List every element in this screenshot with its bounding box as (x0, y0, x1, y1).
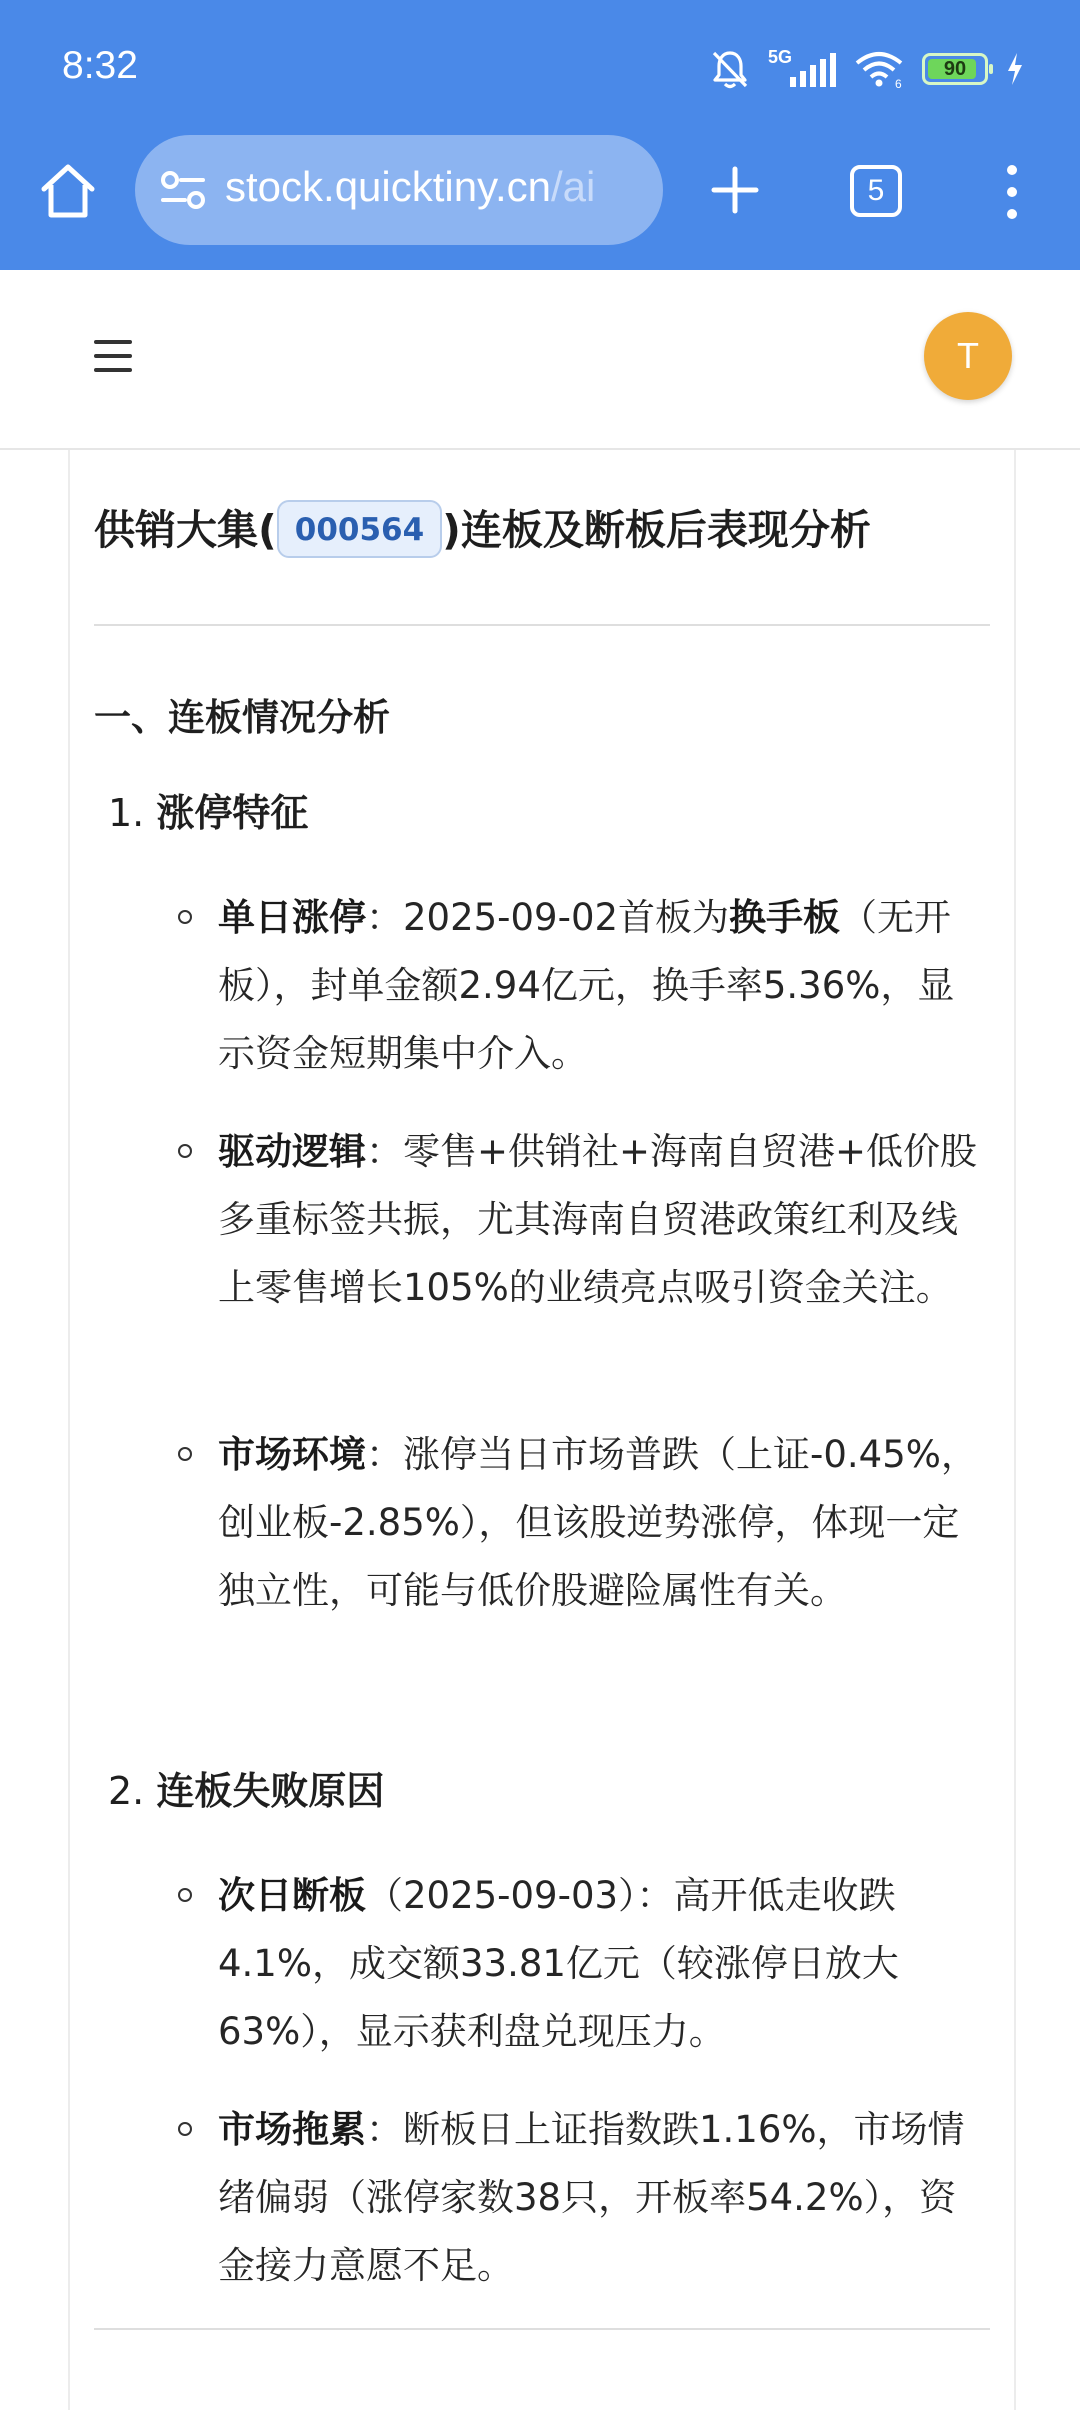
section-heading: 一、连板情况分析 (94, 696, 390, 739)
bullet-text (218, 2096, 978, 2300)
status-bar (0, 0, 1080, 135)
svg-text:6: 6 (895, 77, 902, 89)
list-heading: 连板失败原因 (156, 1769, 385, 1813)
url-host: stock.quicktiny.cn (225, 163, 552, 210)
bullet-icon (178, 2122, 192, 2136)
wifi-icon (854, 49, 904, 89)
cellular-signal-icon (768, 47, 836, 91)
bullet-strong: 换手板 (729, 896, 841, 939)
bullet-text (218, 1421, 978, 1625)
bullet-label: 市场拖累 (218, 2108, 366, 2151)
bullet-text (218, 1118, 978, 1322)
user-avatar[interactable]: T (924, 312, 1012, 400)
list-heading: 涨停特征 (156, 791, 309, 835)
bullet-body: （2025-09-03）：高开低走收跌4.1%，成交额33.81亿元（较涨停日放大63%），显示获利盘兑现压力。 (218, 1874, 899, 2053)
divider (94, 624, 990, 626)
bullet-icon (178, 1144, 192, 1158)
bullet-body: 2025-09-02首板为 (403, 896, 730, 939)
bullet-icon (178, 1888, 192, 1902)
bullet-separator: ： (366, 1130, 403, 1173)
bullet-separator: ： (366, 2108, 403, 2151)
site-settings-icon[interactable] (159, 168, 207, 212)
article-title (94, 500, 990, 562)
bullet-label: 次日断板 (218, 1874, 366, 1917)
network-type: 5G (768, 47, 793, 67)
status-icons (710, 44, 1024, 94)
list-item-heading (108, 783, 308, 843)
address-bar[interactable] (135, 135, 663, 245)
list-number: 2. (108, 1769, 145, 1813)
status-time: 8:32 (62, 44, 138, 87)
bullet-body: 零售+供销社+海南自贸港+低价股多重标签共振，尤其海南自贸港政策红利及线上零售增长105%的业绩亮点吸引资金关注。 (218, 1130, 978, 1309)
title-part-1: 供销大集( (94, 506, 277, 554)
site-header (0, 270, 1080, 450)
browser-chrome (0, 0, 1080, 270)
hamburger-menu-icon[interactable] (94, 340, 132, 372)
bullet-label: 市场环境 (218, 1433, 366, 1476)
bullet-separator: ： (366, 1433, 403, 1476)
bullet-icon (178, 1447, 192, 1461)
bullet-body: 断板日上证指数跌1.16%，市场情绪偏弱（涨停家数38只，开板率54.2%），资金接力意愿不足。 (218, 2108, 965, 2287)
bullet-body-rest: （无开板），封单金额2.94亿元，换手率5.36%，显示资金短期集中介入。 (218, 896, 955, 1075)
bullet-body: 涨停当日市场普跌（上证-0.45%，创业板-2.85%），但该股逆势涨停，体现一定独立性，可能与低价股避险属性有关。 (218, 1433, 978, 1612)
bullet-label: 单日涨停 (218, 896, 366, 939)
bell-muted-icon (710, 48, 750, 90)
article-card (68, 450, 1016, 2410)
battery-icon (922, 53, 988, 85)
battery-percent: 90 (943, 58, 967, 80)
stock-code-badge[interactable]: 000564 (277, 500, 442, 558)
home-icon[interactable] (36, 159, 100, 223)
browser-toolbar (0, 135, 1080, 245)
new-tab-icon[interactable] (710, 165, 760, 215)
list-number: 1. (108, 791, 145, 835)
bullet-text (218, 1862, 978, 2066)
more-menu-icon[interactable] (1000, 162, 1024, 222)
list-item-heading (108, 1761, 384, 1821)
title-part-2: )连板及断板后表现分析 (442, 506, 871, 554)
url-path: /ai (551, 163, 596, 210)
bullet-text (218, 884, 978, 1088)
bullet-icon (178, 910, 192, 924)
bullet-label: 驱动逻辑 (218, 1130, 366, 1173)
divider (94, 2328, 990, 2330)
bullet-separator: ： (366, 896, 403, 939)
tab-switcher-button[interactable]: 5 (850, 165, 902, 217)
charging-bolt-icon (1006, 52, 1024, 86)
url-text (225, 163, 595, 211)
